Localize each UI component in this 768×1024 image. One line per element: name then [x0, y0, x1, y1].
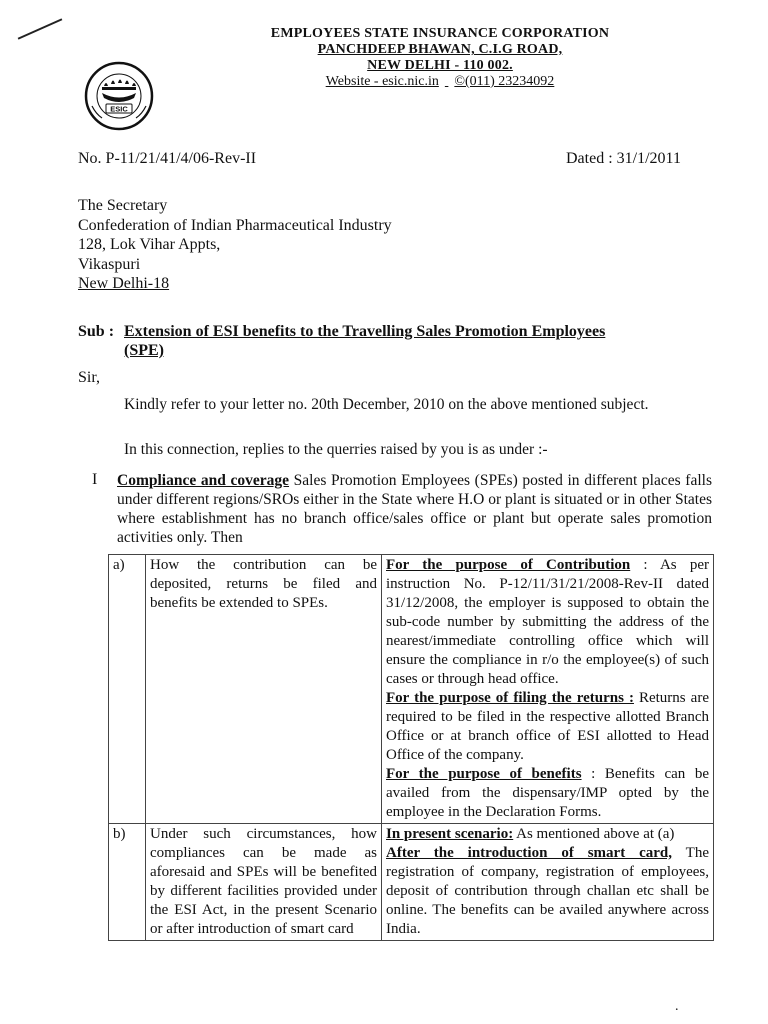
org-phone: ©(011) 23234092 — [454, 74, 555, 89]
salutation: Sir, — [78, 369, 101, 386]
reply-heading: After the introduction of smart card, — [386, 845, 673, 861]
address-line: The Secretary — [78, 197, 168, 214]
subject-line — [78, 322, 738, 360]
query-reply-table — [108, 554, 714, 941]
recipient-address — [78, 196, 392, 294]
body-paragraph: Kindly refer to your letter no. 20th December, 2010 on the above mentioned subject. — [124, 396, 649, 413]
query-cell: Under such circumstances, how compliances can be made as aforesaid and SPEs will be benefited by different facilities provided under the ESI Act, in the present Scenario or after introduction of smart card — [146, 824, 382, 941]
reply-text: As mentioned above at (a) — [513, 826, 675, 842]
org-city: NEW DELHI - 110 002. — [367, 58, 513, 73]
section-number: I — [92, 471, 98, 488]
address-line: New Delhi-18 — [78, 275, 170, 292]
letterhead — [230, 26, 650, 90]
org-website[interactable]: Website - esic.nic.in — [325, 74, 439, 89]
section-text — [117, 471, 712, 547]
footer-mark: . — [675, 999, 679, 1014]
reply-heading: For the purpose of filing the returns : — [386, 690, 634, 706]
subject-text: Extension of ESI benefits to the Travelling Sales Promotion Employees — [124, 323, 606, 340]
subject-label: Sub : — [78, 323, 115, 340]
reply-text: : Benefits can be availed from the dispensary/IMP opted by the employee in the Declaration Forms. — [386, 766, 709, 820]
address-line: Confederation of Indian Pharmaceutical Industry — [78, 216, 392, 234]
section-heading: Compliance and coverage — [117, 472, 290, 489]
org-building: PANCHDEEP BHAWAN, C.I.G ROAD, — [317, 42, 563, 57]
reply-cell — [382, 824, 714, 941]
reply-text: The registration of company, registration of employees, deposit of contribution through challan etc shall be online. The benefits can be availed anywhere across India. — [386, 845, 709, 937]
table-row — [109, 555, 714, 824]
reply-text: : As per instruction No. P-12/11/31/21/2008-Rev-II dated 31/12/2008, the employer is supposed to obtain the sub-code number by submitting the address of the nearest/immediate controlling office which will ensure the compliance in r/o the employee(s) of such cases or through head office. — [386, 557, 709, 687]
reply-heading: In present scenario: — [386, 826, 514, 842]
row-label: b) — [109, 824, 146, 941]
reply-heading: For the purpose of benefits — [386, 766, 582, 782]
esic-logo — [80, 60, 158, 132]
reply-cell — [382, 555, 714, 824]
row-label: a) — [109, 555, 146, 824]
letter-date: Dated : 31/1/2011 — [566, 150, 681, 167]
reply-heading: For the purpose of Contribution — [386, 557, 631, 573]
section-body: Sales Promotion Employees (SPEs) posted in different places falls under different regions/SROs either in the State where H.O or plant is situated or in other States where establishment has no branch office/sales office or plant but operate sales promotion activities only. Then — [117, 472, 712, 546]
reference-number: No. P-11/21/41/4/06-Rev-II — [78, 150, 257, 167]
esic-lamp-seal-icon — [80, 60, 158, 132]
logo-text: ESIC — [110, 104, 128, 114]
query-cell: How the contribution can be deposited, returns be filed and benefits be extended to SPEs. — [146, 555, 382, 824]
subject-text-cont: (SPE) — [124, 342, 164, 359]
body-paragraph: In this connection, replies to the querries raised by you is as under :- — [124, 441, 548, 458]
address-line: 128, Lok Vihar Appts, — [78, 236, 221, 253]
pen-stroke-mark — [18, 18, 63, 39]
org-contact — [230, 74, 650, 90]
address-line: Vikaspuri — [78, 255, 141, 273]
reply-text: Returns are required to be filed in the respective allotted Branch Office or at branch office of ESI allotted to Head Office of the company. — [386, 690, 709, 763]
org-name: EMPLOYEES STATE INSURANCE CORPORATION — [270, 26, 610, 41]
table-row — [109, 824, 714, 941]
